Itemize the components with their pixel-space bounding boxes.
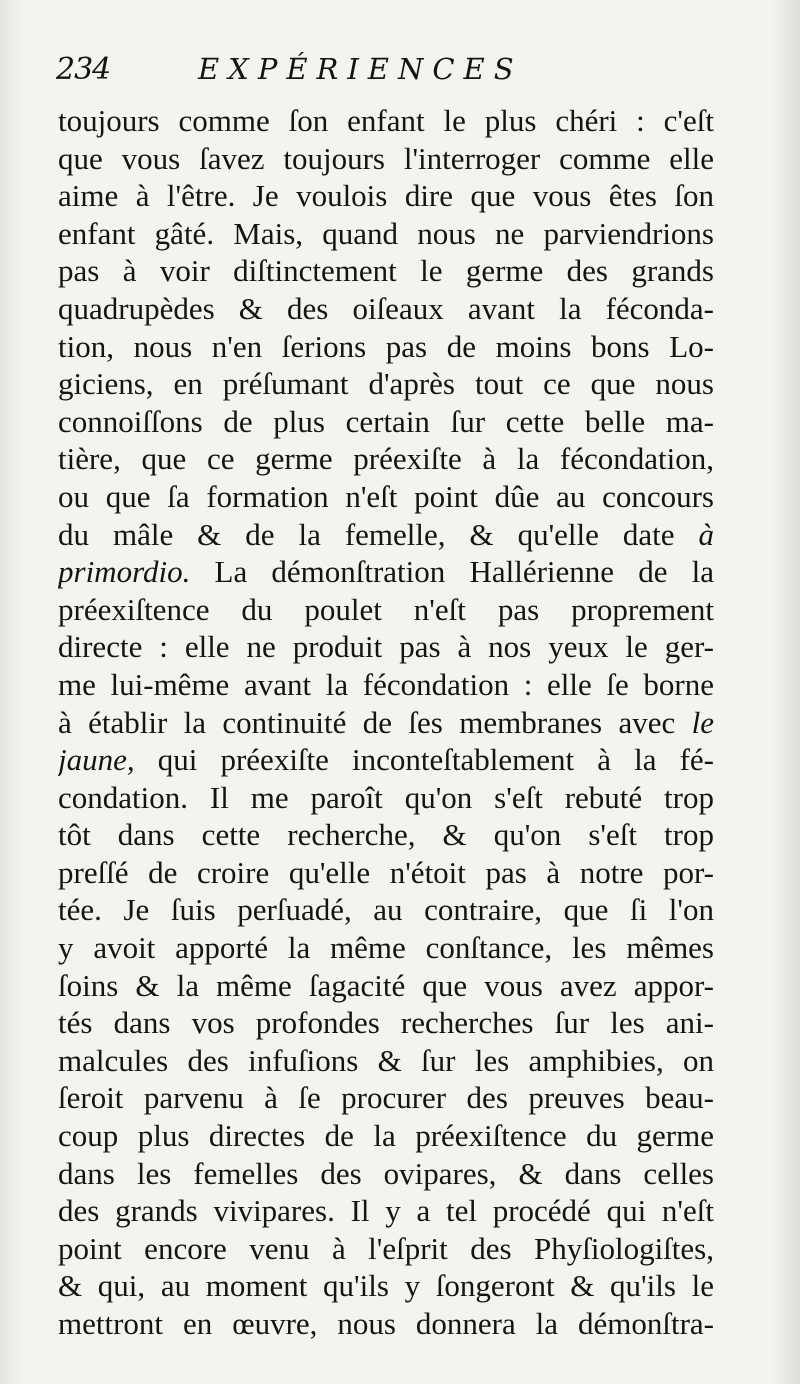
running-head [56,52,716,92]
text-line: malcules des infuſions & ſur les amphibies, on [58,1042,714,1078]
text-line: toujours comme ſon enfant le plus chéri : c'eſt [58,103,714,138]
text-line: ſeroit parvenu à ſe procurer des preuves beau- [58,1080,714,1116]
text-line: préexiſtence du poulet n'eſt pas proprement [58,591,714,627]
text-line: jaune, qui préexiſte inconteſtablement à la fé- [58,742,714,778]
text-line: dans les femelles des ovipares, & dans celles [58,1155,714,1191]
text-line: condation. Il me paroît qu'on s'eſt rebuté trop [58,779,714,815]
text-line: directe : elle ne produit pas à nos yeux le ger- [58,629,714,665]
text-line: & qui, au moment qu'ils y ſongeront & qu'ils le [58,1268,714,1304]
text-line: ſoins & la même ſagacité que vous avez appor- [58,967,714,1003]
text-line: quadrupèdes & des oiſeaux avant la féconda- [58,290,714,326]
text-line: connoiſſons de plus certain ſur cette belle ma- [58,403,714,439]
text-line: mettront en œuvre, nous donnera la démonſtra- [58,1306,714,1341]
text-line: tée. Je ſuis perſuadé, au contraire, que ſi l'on [58,892,714,928]
text-line: des grands vivipares. Il y a tel procédé qui n'eſt [58,1193,714,1229]
text-line: preſſé de croire qu'elle n'étoit pas à notre por- [58,854,714,890]
text-line: tière, que ce germe préexiſte à la fécondation, [58,441,714,477]
text-line: tôt dans cette recherche, & qu'on s'eſt trop [58,817,714,853]
italic-text: jaune, [58,742,135,778]
text-line: à établir la continuité de ſes membranes avec le [58,704,714,740]
page-number: 234 [56,52,111,87]
text-line: primordio. La démonſtration Hallérienne de la [58,554,714,590]
text-line: que vous ſavez toujours l'interroger comme elle [58,140,714,176]
text-line: tion, nous n'en ſerions pas de moins bons Lo- [58,328,714,364]
italic-text: à [698,516,714,552]
page-right-shadow [772,0,800,1384]
text-line: pas à voir diſtinctement le germe des grands [58,253,714,289]
page-left-shadow [0,0,22,1384]
running-title: EXPÉRIENCES [198,52,523,86]
text-line: y avoit apporté la même conſtance, les mêmes [58,930,714,966]
text-line: point encore venu à l'eſprit des Phyſiologiſtes, [58,1230,714,1266]
body-text [58,102,714,1343]
text-line: enfant gâté. Mais, quand nous ne parviendrions [58,215,714,251]
text-line: ou que ſa formation n'eſt point dûe au concours [58,478,714,514]
text-line: coup plus directes de la préexiſtence du germe [58,1118,714,1154]
text-line: giciens, en préſumant d'après tout ce que nous [58,366,714,402]
italic-text: le [691,704,714,740]
italic-text: primordio. [58,554,191,590]
text-line: tés dans vos profondes recherches ſur les ani- [58,1005,714,1041]
text-line: aime à l'être. Je voulois dire que vous êtes ſon [58,178,714,214]
text-line: du mâle & de la femelle, & qu'elle date à [58,516,714,552]
text-line: me lui-même avant la fécondation : elle ſe borne [58,666,714,702]
